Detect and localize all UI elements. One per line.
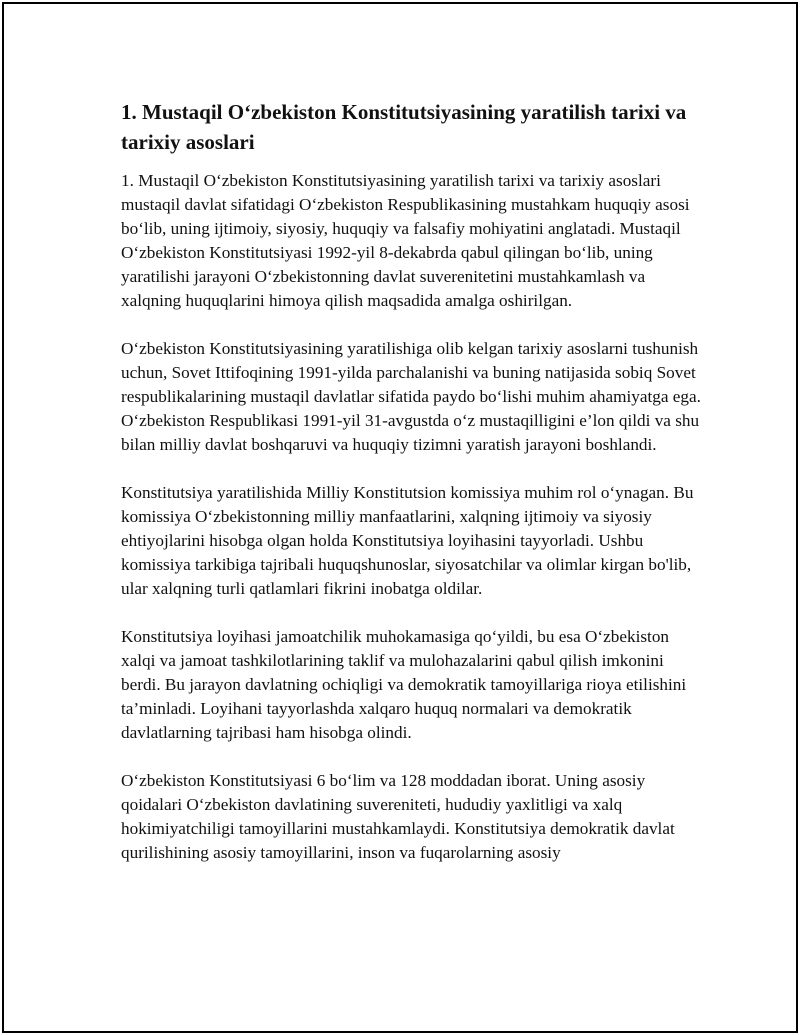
document-body <box>121 97 701 889</box>
paragraph-5: O‘zbekiston Konstitutsiyasi 6 bo‘lim va 128 moddadan iborat. Uning asosiy qoidalari O‘zbekiston davlatining suvereniteti, hududiy yaxlitligi va xalq hokimiyatchiligi tamoyillarini mustahkamlaydi. Konstitutsiya demokratik davlat qurilishining asosiy tamoyillarini, inson va fuqarolarning asosiy <box>121 771 675 862</box>
document-title: 1. Mustaqil O‘zbekiston Konstitutsiyasining yaratilish tarixi va tarixiy asoslari <box>121 100 687 154</box>
paragraph-3: Konstitutsiya yaratilishida Milliy Konstitutsion komissiya muhim rol o‘ynagan. Bu komissiya O‘zbekistonning milliy manfaatlarini, xalqning ijtimoiy va siyosiy ehtiyojlarini hisobga olgan holda Konstitutsiya loyihasini tayyorladi. Ushbu komissiya tarkibiga tajribali huquqshunoslar, siyosatchilar va olimlar kirgan bo'lib, ular xalqning turli qatlamlari fikrini inobatga oldilar. <box>121 483 694 598</box>
paragraph-4: Konstitutsiya loyihasi jamoatchilik muhokamasiga qo‘yildi, bu esa O‘zbekiston xalqi va jamoat tashkilotlarining taklif va mulohazalarini qabul qilish imkonini berdi. Bu jarayon davlatning ochiqligi va demokratik tamoyillariga rioya etilishini ta’minladi. Loyihani tayyorlashda xalqaro huquq normalari va demokratik davlatlarning tajribasi ham hisobga olindi. <box>121 627 687 742</box>
paragraph-1: 1. Mustaqil O‘zbekiston Konstitutsiyasining yaratilish tarixi va tarixiy asoslari mustaqil davlat sifatidagi O‘zbekiston Respublikasining mustahkam huquqiy asosi bo‘lib, uning ijtimoiy, siyosiy, huquqiy va falsafiy mohiyatini anglatadi. Mustaqil O‘zbekiston Konstitutsiyasi 1992-yil 8-dekabrda qabul qilingan bo‘lib, uning yaratilishi jarayoni O‘zbekistonning davlat suverenitetini mustahkamlash va xalqning huquqlarini himoya qilish maqsadida amalga oshirilgan. <box>121 171 690 310</box>
paragraph-2: O‘zbekiston Konstitutsiyasining yaratilishiga olib kelgan tarixiy asoslarni tushunish uchun, Sovet Ittifoqining 1991-yilda parchalanishi va buning natijasida sobiq Sovet respublikalarining mustaqil davlatlar sifatida paydo bo‘lishi muhim ahamiyatga ega. O‘zbekiston Respublikasi 1991-yil 31-avgustda o‘z mustaqilligini e’lon qildi va shu bilan milliy davlat boshqaruvi va huquqiy tizimni yaratish jarayoni boshlandi. <box>121 339 701 454</box>
page-frame <box>2 2 798 1033</box>
